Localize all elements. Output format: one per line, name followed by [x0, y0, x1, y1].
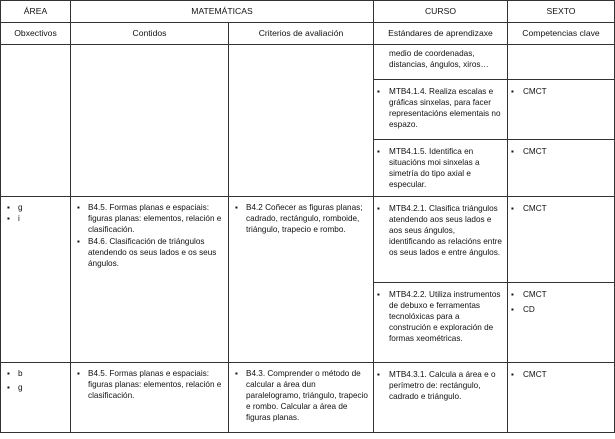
table-row	[1, 45, 615, 80]
objective-item: ▪ i	[4, 213, 66, 224]
standard-cell	[374, 80, 508, 140]
competences-cell	[508, 197, 615, 283]
objectives-cell	[1, 363, 71, 433]
subject-title: MATEMÁTICAS	[71, 1, 374, 23]
standard-cell	[374, 140, 508, 197]
competence-item: ▪ CMCT	[508, 203, 610, 214]
competences-cell	[508, 80, 615, 140]
content-item: ▪ B4.6. Clasificación de triángulos atendendo os seus lados e os seus ángulos.	[74, 236, 224, 269]
competences-cell	[508, 283, 615, 363]
column-header-objectives: Obxectivos	[1, 23, 71, 45]
standard-item: ▪ MTB4.1.4. Realiza escalas e gráficas sinxelas, para facer representacións elementais no espazo.	[374, 86, 503, 130]
competences-cell	[508, 363, 615, 433]
objective-item: ▪ g	[4, 202, 66, 213]
criteria-cell	[229, 363, 374, 433]
objective-item: ▪ g	[4, 382, 66, 393]
competence-item: ▪ CD	[508, 304, 610, 315]
table-row	[1, 363, 615, 433]
column-header-competences: Competencias clave	[508, 23, 615, 45]
standard-item: ▪ MTB4.1.5. Identifica en situacións moi sinxelas a simetría do tipo axial e especular.	[374, 146, 503, 190]
content-item: ▪ B4.5. Formas planas e espaciais: figuras planas: elementos, relación e clasificación.	[74, 202, 224, 235]
column-header-standards: Estándares de aprendizaxe	[374, 23, 508, 45]
column-header-contents: Contidos	[71, 23, 229, 45]
competences-cell	[508, 45, 615, 80]
column-header-criteria: Criterios de avaliación	[229, 23, 374, 45]
table-row	[1, 197, 615, 283]
standard-item: ▪ MTB4.3.1. Calcula a área e o perímetro de: rectángulo, cadrado e triángulo.	[374, 369, 503, 402]
competence-item: ▪ CMCT	[508, 86, 610, 97]
contents-cell	[71, 363, 229, 433]
competence-item: ▪ CMCT	[508, 289, 610, 300]
contents-cell	[71, 45, 229, 197]
competences-cell	[508, 140, 615, 197]
content-item: ▪ B4.5. Formas planas e espaciais: figuras planas: elementos, relación e clasificación.	[74, 368, 224, 401]
objectives-cell	[1, 197, 71, 363]
objectives-cell	[1, 45, 71, 197]
area-label: ÁREA	[1, 1, 71, 23]
standard-cell	[374, 45, 508, 80]
header-row-columns	[1, 23, 615, 45]
criteria-cell	[229, 45, 374, 197]
header-row-top	[1, 1, 615, 23]
standard-cell	[374, 283, 508, 363]
standard-continuation-text: medio de coordenadas, distancias, ángulos, xiros…	[389, 49, 489, 69]
criteria-item: ▪ B4.3. Comprender o método de calcular a área dun paralelogramo, triángulo, trapecio e rombo. Calcular a área de figuras planas.	[232, 368, 369, 423]
contents-cell	[71, 197, 229, 363]
course-label: CURSO	[374, 1, 508, 23]
criteria-cell	[229, 197, 374, 363]
competence-item: ▪ CMCT	[508, 146, 610, 157]
standard-item: ▪ MTB4.2.2. Utiliza instrumentos de debuxo e ferramentas tecnolóxicas para a construción e exploración de formas xeométricas.	[374, 289, 503, 344]
course-value: SEXTO	[508, 1, 615, 23]
criteria-item: ▪ B4.2 Coñecer as figuras planas; cadrado, rectángulo, romboide, triángulo, trapecio e rombo.	[232, 202, 369, 235]
standard-cell	[374, 363, 508, 433]
competence-item: ▪ CMCT	[508, 369, 610, 380]
objective-item: ▪ b	[4, 368, 66, 379]
standard-item: ▪ MTB4.2.1. Clasifica triángulos atendendo aos seus lados e aos seus ángulos, identificando as relacións entre os seus lados e entre ángulos.	[374, 203, 503, 258]
standard-cell	[374, 197, 508, 283]
